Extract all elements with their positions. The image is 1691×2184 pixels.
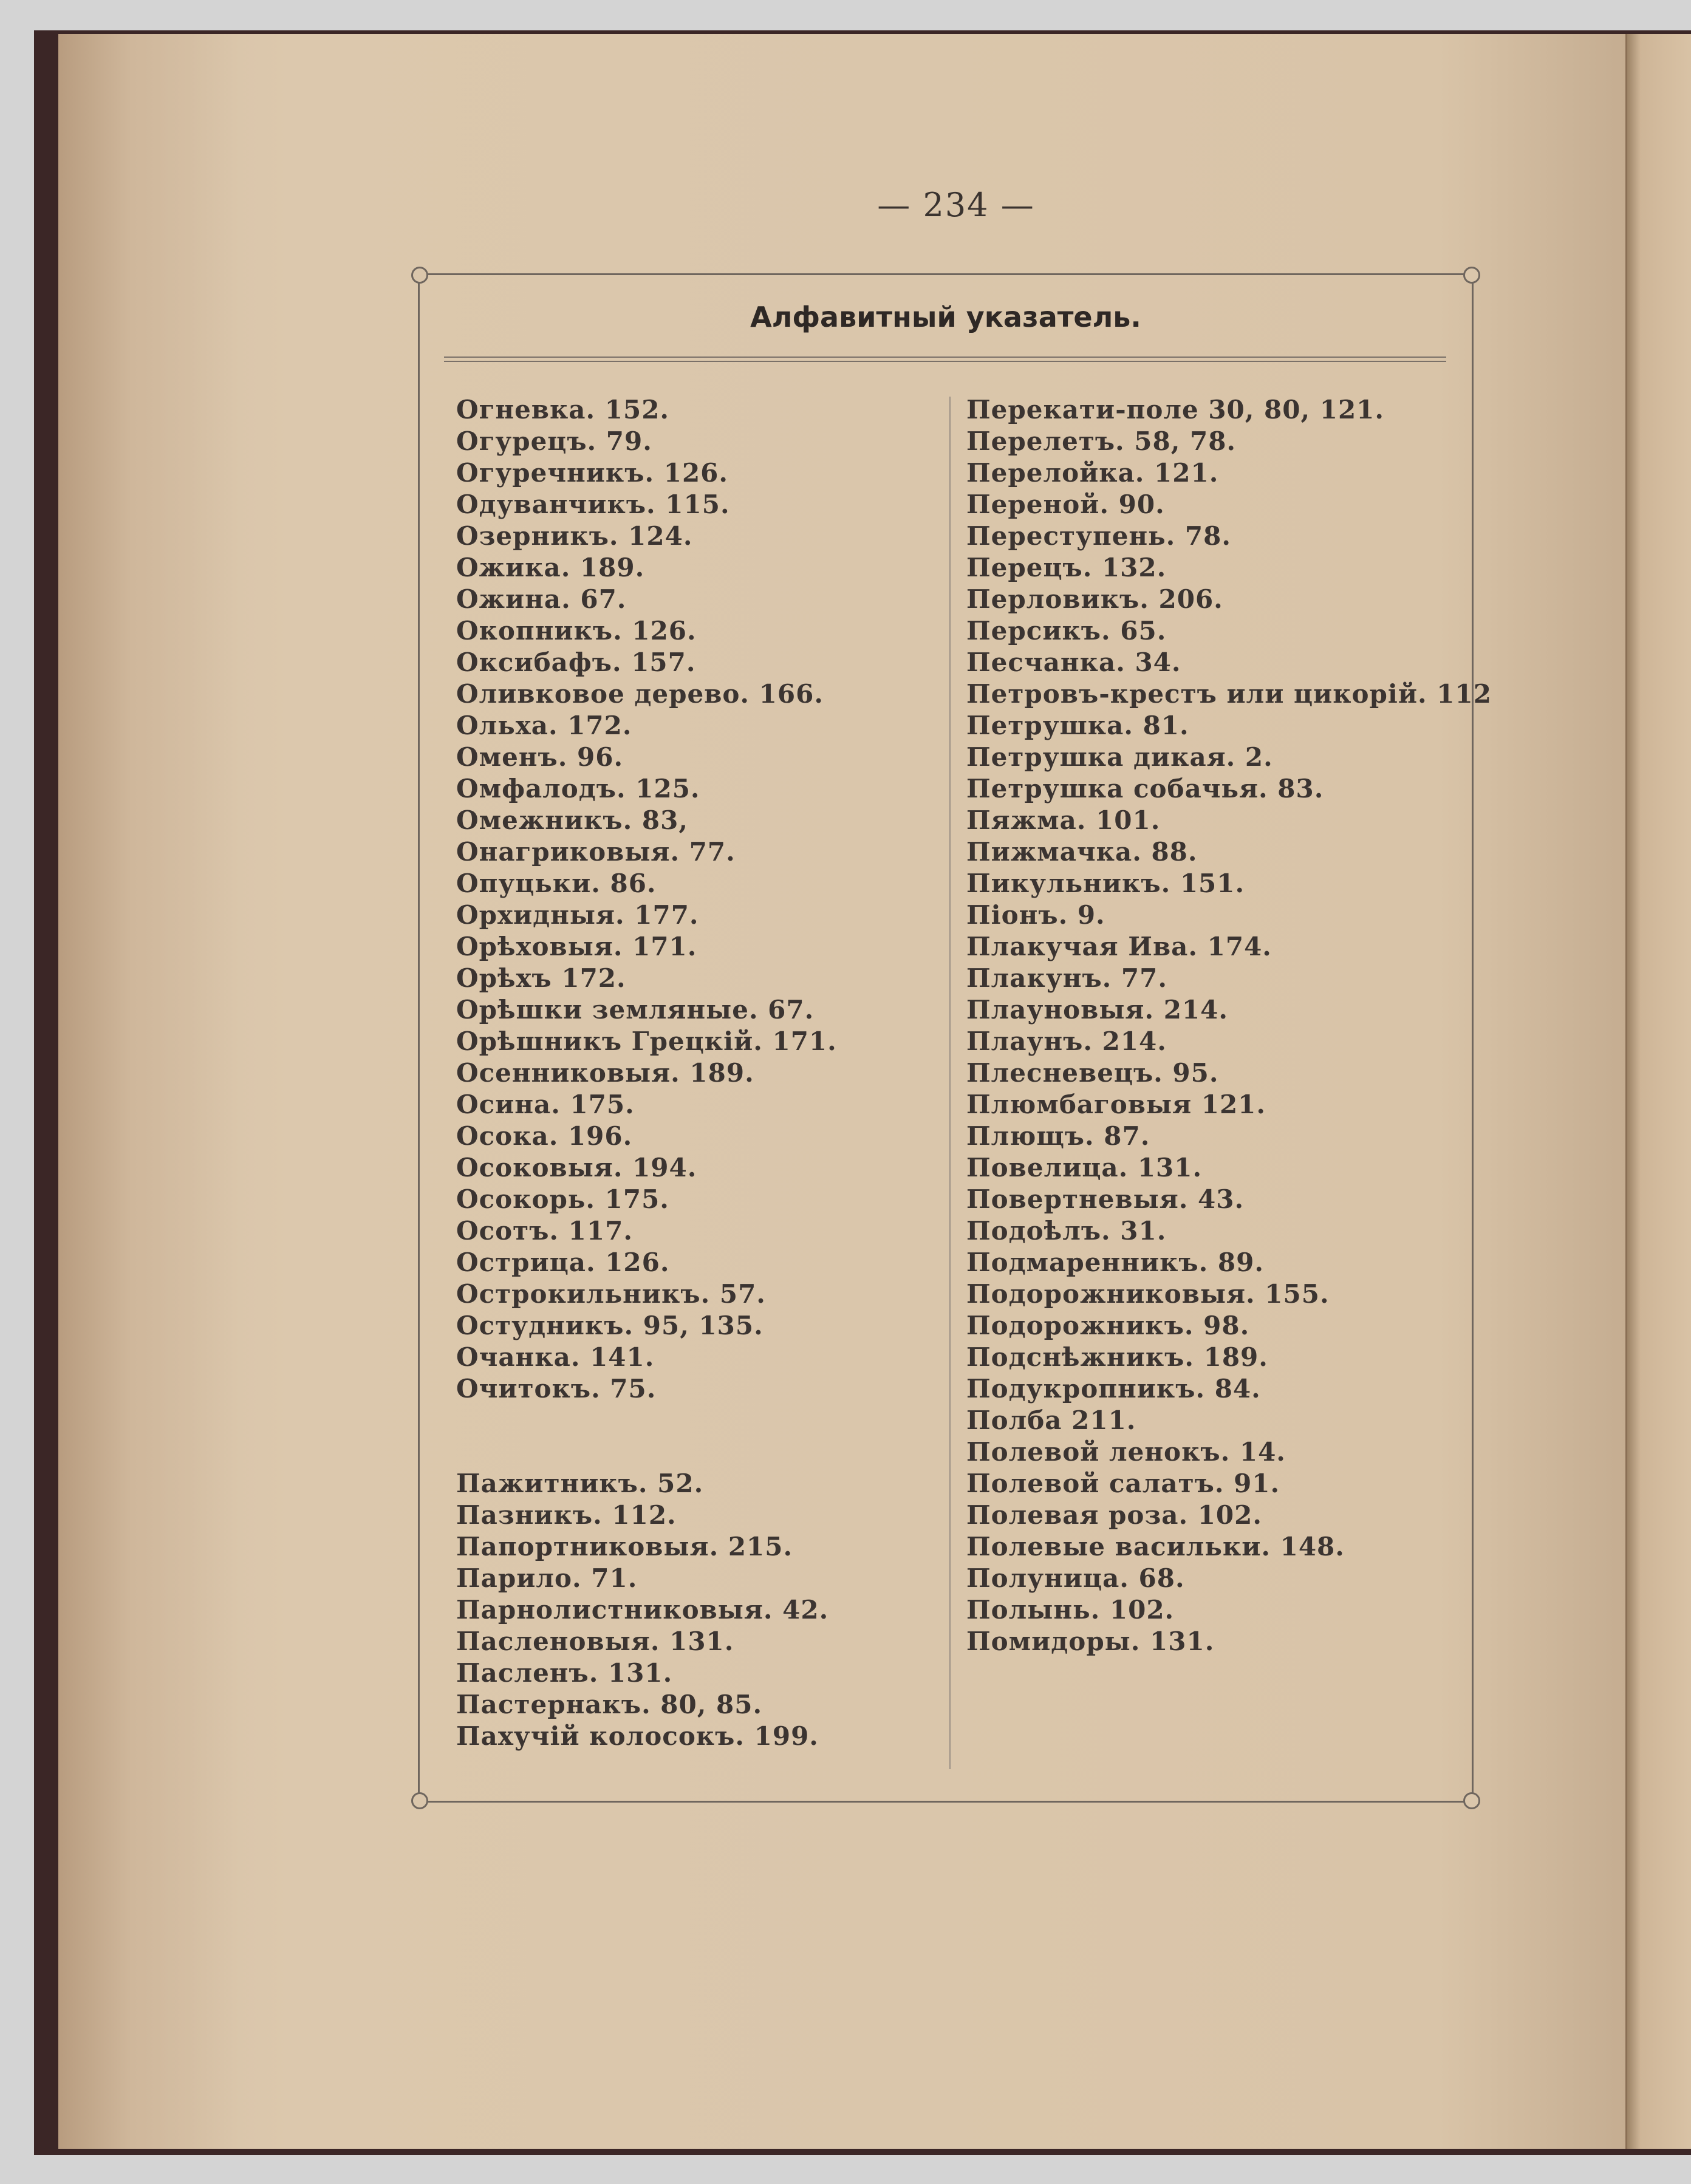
- index-entry: Повелица. 131.: [966, 1153, 1203, 1182]
- index-entry: Осотъ. 117.: [456, 1216, 633, 1246]
- index-entry: Полынь. 102.: [966, 1595, 1175, 1625]
- page-number: — 234 —: [877, 186, 1035, 224]
- index-entry: Очитокъ. 75.: [456, 1374, 657, 1404]
- index-entry: Плесневецъ. 95.: [966, 1058, 1219, 1088]
- title-double-rule: [444, 357, 1446, 362]
- index-entry: Плакучая Ива. 174.: [966, 932, 1272, 961]
- index-entry: Осина. 175.: [456, 1090, 635, 1119]
- facing-page-edge: [1625, 34, 1691, 2149]
- index-entry: Переной. 90.: [966, 490, 1165, 519]
- index-entry: Пяжма. 101.: [966, 805, 1161, 835]
- frame-corner-ornament: [411, 267, 428, 284]
- index-entry: Осока. 196.: [456, 1121, 633, 1151]
- index-entry: Переступень. 78.: [966, 521, 1231, 551]
- section-gap: [456, 1405, 942, 1468]
- index-entry: Парило. 71.: [456, 1563, 638, 1593]
- index-entry: Осокорь. 175.: [456, 1184, 669, 1214]
- index-entry: Одуванчикъ. 115.: [456, 490, 730, 519]
- index-entry: Омежникъ. 83,: [456, 805, 688, 835]
- index-entry: Ожика. 189.: [456, 553, 645, 582]
- index-entry: Подснѣжникъ. 189.: [966, 1342, 1268, 1372]
- index-entry: Окопникъ. 126.: [456, 616, 697, 646]
- index-entry: Остудникъ. 95, 135.: [456, 1311, 764, 1340]
- index-entry: Персикъ. 65.: [966, 616, 1167, 646]
- index-entry: Повертневыя. 43.: [966, 1184, 1245, 1214]
- index-entry: Пижмачка. 88.: [966, 837, 1198, 867]
- index-entry: Полба 211.: [966, 1405, 1136, 1435]
- index-entry: Перекати-поле 30, 80, 121.: [966, 395, 1385, 425]
- index-entry: Полевой салатъ. 91.: [966, 1469, 1280, 1498]
- index-entry: Озерникъ. 124.: [456, 521, 693, 551]
- index-entry: Полевой ленокъ. 14.: [966, 1437, 1286, 1467]
- index-entry: Пикульникъ. 151.: [966, 868, 1245, 898]
- column-divider: [949, 397, 951, 1769]
- index-entry: Полевые васильки. 148.: [966, 1532, 1345, 1561]
- index-entry: Онагриковыя. 77.: [456, 837, 736, 867]
- index-entry: Подукропникъ. 84.: [966, 1374, 1261, 1404]
- index-entry: Пажитникъ. 52.: [456, 1469, 704, 1498]
- index-entry: Парнолистниковыя. 42.: [456, 1595, 829, 1625]
- frame-corner-ornament: [1463, 267, 1480, 284]
- index-entry: Плакунъ. 77.: [966, 963, 1167, 993]
- index-entry: Петровъ-крестъ или цикорій. 112: [966, 679, 1492, 709]
- index-entry: Подорожниковыя. 155.: [966, 1279, 1330, 1309]
- index-entry: Подмаренникъ. 89.: [966, 1247, 1264, 1277]
- index-entry: Оливковое дерево. 166.: [456, 679, 824, 709]
- index-entry: Петрушка собачья. 83.: [966, 774, 1324, 804]
- index-entry: Ольха. 172.: [456, 711, 632, 740]
- index-title: Алфавитный указатель.: [750, 301, 1141, 333]
- index-entry: Огурецъ. 79.: [456, 426, 652, 456]
- index-entry: Осоковыя. 194.: [456, 1153, 697, 1182]
- index-column-left: [456, 394, 942, 1752]
- index-entry: Плаунъ. 214.: [966, 1026, 1167, 1056]
- index-entry: Пасленъ. 131.: [456, 1658, 673, 1688]
- index-entry: Перецъ. 132.: [966, 553, 1167, 582]
- index-entry: Піонъ. 9.: [966, 900, 1105, 930]
- index-column-right: [966, 394, 1492, 1657]
- page-edge-shadow: [58, 34, 241, 2149]
- index-entry: Орхидныя. 177.: [456, 900, 699, 930]
- index-entry: Орѣховыя. 171.: [456, 932, 697, 961]
- index-entry: Плауновыя. 214.: [966, 995, 1228, 1025]
- frame-corner-ornament: [1463, 1792, 1480, 1809]
- index-entry: Полуница. 68.: [966, 1563, 1185, 1593]
- index-entry: Плюмбаговыя 121.: [966, 1090, 1266, 1119]
- index-entry: Острокильникъ. 57.: [456, 1279, 766, 1309]
- index-entry: Песчанка. 34.: [966, 647, 1181, 677]
- index-entry: Оменъ. 96.: [456, 742, 624, 772]
- index-entry: Орѣхъ 172.: [456, 963, 626, 993]
- index-entry: Огневка. 152.: [456, 395, 670, 425]
- index-entry: Полевая роза. 102.: [966, 1500, 1262, 1530]
- index-entry: Помидоры. 131.: [966, 1626, 1215, 1656]
- index-entry: Перловикъ. 206.: [966, 584, 1223, 614]
- index-entry: Папортниковыя. 215.: [456, 1532, 793, 1561]
- index-entry: Пасленовыя. 131.: [456, 1626, 734, 1656]
- index-entry: Орѣшникъ Грецкій. 171.: [456, 1026, 837, 1056]
- index-entry: Огуречникъ. 126.: [456, 458, 729, 488]
- index-entry: Орѣшки земляные. 67.: [456, 995, 815, 1025]
- index-entry: Острица. 126.: [456, 1247, 670, 1277]
- index-entry: Опуцьки. 86.: [456, 868, 657, 898]
- index-entry: Омфалодъ. 125.: [456, 774, 700, 804]
- index-entry: Ожина. 67.: [456, 584, 627, 614]
- index-entry: Пастернакъ. 80, 85.: [456, 1690, 763, 1719]
- index-entry: Плющъ. 87.: [966, 1121, 1150, 1151]
- index-entry: Очанка. 141.: [456, 1342, 655, 1372]
- frame-corner-ornament: [411, 1792, 428, 1809]
- index-entry: Подорожникъ. 98.: [966, 1311, 1250, 1340]
- index-entry: Оксибафъ. 157.: [456, 647, 696, 677]
- index-entry: Перелетъ. 58, 78.: [966, 426, 1237, 456]
- index-entry: Подоѣлъ. 31.: [966, 1216, 1167, 1246]
- index-entry: Осенниковыя. 189.: [456, 1058, 754, 1088]
- index-entry: Перелойка. 121.: [966, 458, 1219, 488]
- index-entry: Пахучій колосокъ. 199.: [456, 1721, 819, 1751]
- index-entry: Пазникъ. 112.: [456, 1500, 677, 1530]
- index-frame: [418, 273, 1492, 1803]
- index-entry: Петрушка дикая. 2.: [966, 742, 1273, 772]
- index-entry: Петрушка. 81.: [966, 711, 1189, 740]
